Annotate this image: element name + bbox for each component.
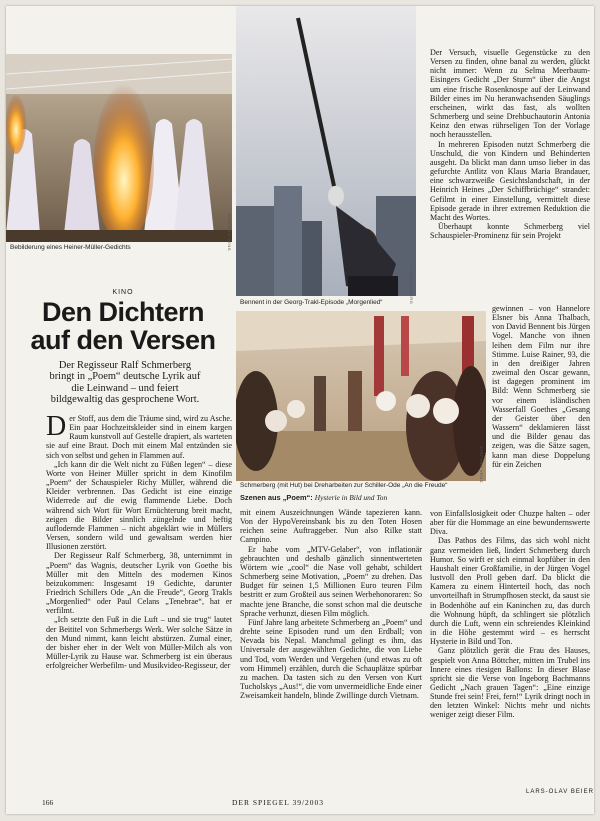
col3-bottom-paragraph-1: von Einfallslosigkeit oder Chuzpe halten – oder aber für die Hommage an eine bewundernswerte Diva. [430,509,590,537]
article-lead: Der Regisseur Ralf Schmerberg bringt in „Poem“ deutsche Lyrik auf die Leinwand – und feiert bildgewaltig das gesprochene Wort. [49,360,201,405]
title-line-2: auf den Versen [30,325,216,355]
photo-caption-procession [240,482,447,490]
procession-image [236,311,486,481]
column-3-bottom [430,509,590,720]
article-title [6,298,240,354]
photo-burning-dresses [6,54,232,242]
col3-paragraph-1: Der Versuch, visuelle Gegenstücke zu den Versen zu finden, ohne banal zu werden, glückt nicht immer: Wenn zu Selma Meerbaum-Eisingers Gedicht „Der Sturm“ über die Angst um eine frische Rosenknospe auf der Leinwand Bilder eines im Nu heranwachsenden Säuglings erscheinen, wirkt das fast, als wollten Schmerberg und seine Drehbuchautorin Antonia Keinz den etwas rührseligen Ton der Vorlage noch herausstellen. [430,48,590,140]
column-3-top [430,48,590,240]
magazine-issue: DER SPIEGEL 39/2003 [232,798,325,807]
col2-paragraph-2: Er habe vom „MTV-Gelaber“, von inflationär gebrauchten und deshalb gänzlich sinnentwerteten Wörtern wie „cool“ die Nase voll gehabt, schildert Schmerberg seine Motivation, „Poem“ zu drehen. Das Budget für seinen 1,5 Millionen Euro teuren Film bestritt er zum Großteil aus seinen Werbehonoraren: So machte jene Branche, die sonst schon mal die deutsche Sprache verhunzt, diesen Film möglich. [240,544,422,618]
column-3-narrow [492,304,590,469]
photo-caption-dresses: Bebilderung eines Heiner-Müller-Gedichts [10,244,131,251]
page-number: 166 [42,798,54,807]
photo-caption-sword: Bennent in der Georg-Trakl-Episode „Morgenlied“ [240,299,383,306]
col3-bottom-paragraph-3: Ganz plötzlich gerät die Frau des Hauses, gespielt von Anna Böttcher, mitten im Trubel ins Innere eines riesigen Ballons: In dieser Blase spricht sie die Verse von Ingeborg Bachmanns Gedicht „Nach grauen Tagen“: „Eine einzige Stunde frei sein! Frei, fern!“ Lyrik dringt noch in den letzten Winkel: Nichts mehr und nichts weniger zeigt dieser Film. [430,646,590,720]
sword-image [236,6,416,296]
article-author: LARS-OLAV BEIER [526,789,594,795]
column-1 [46,411,232,671]
col1-paragraph-3: Der Regisseur Ralf Schmerberg, 38, unternimmt in „Poem“ das Wagnis, deutscher Lyrik von Goethe bis Müller mit den Mitteln des modernen Kinos beizukommen: Insgesamt 19 Gedichte, darunter Friedrich Schillers Ode „An die Freude“, Georg Trakls „Morgenlied“ oder Paul Celans „Tenebrae“, hat er verfilmt. [46,551,232,616]
photo-credit-dresses: STEPHAN VENS [227,214,232,251]
caption-scene-description: Schmerberg (mit Hut) bei Dreharbeiten zur Schiller-Ode „An die Freude“ [240,482,448,489]
col3-paragraph-3: Überhaupt konnte Schmerberg viel Schauspieler-Prominenz für sein Projekt [430,221,590,241]
article-kicker: KINO [112,289,134,296]
column-2 [240,508,422,700]
col1-paragraph-1-text: er Stoff, aus dem die Träume sind, wird zu Asche. Ein paar Hochzeitskleider sind in einem kargen Raum kunstvoll auf Gestelle drapiert, als warteten sie auf eine Braut. Doch mit einem Mal entzünden sie sich von selbst und gehen in Flammen auf. [46,414,232,460]
col3-paragraph-2: In mehreren Episoden nutzt Schmerberg die Unschuld, die von Kindern und Behinderten ausgeht. Da blickt man dann umso lieber in das gefurchte Antlitz von Klaus Maria Brandauer, eine schwarzweiße Gesichtslandschaft, in der Heinrich Heines „Der Schiffbrüchige“ strandet: Gefilmt in einer Einstellung, vermittelt diese Episode gerade in ihrer extremen Reduktion die Macht des Wortes. [430,139,590,222]
col1-paragraph-1 [46,411,232,460]
col2-paragraph-3: Fünf Jahre lang arbeitete Schmerberg an „Poem“ und drehte seine Episoden rund um den Erdball; von Nevada bis Nepal. Manchmal gelingt es ihm, das Universale der ausgewählten Gedichte, die von Liebe und Tod, vom Werden und Vergehen (und etwas zu oft vom Himmel) erzählen, durch die Schauplätze spürbar zu machen. Da tasten sich zu den Versen von Kurt Tucholskys „Aus!“, die vom unvermeidliche Ende einer Zweisamkeit handeln, blinde Zwillinge durch Vietnam. [240,617,422,701]
col1-paragraph-2: „Ich kann dir die Welt nicht zu Füßen legen“ – diese Worte von Heiner Müller spricht in dem Kinofilm „Poem“ der Schauspieler Richy Müller, während die Kleider verbrennen. Das Gedicht ist eine einzige Widerrede auf die ewig flammende Liebe. Doch während sich Wort für Wort Ernüchterung breit macht, zeigen die Bilder sinnlich züngelnde und heftig auflodernde Flammen – nicht abgeklärt wie in Müllers Versen, sondern wild und gewaltsam werden hier Illusionen zerstört. [46,459,232,552]
col3-narrow-paragraph: gewinnen – von Hannelore Elsner bis Anna Thalbach, von David Bennent bis Jürgen Vogel. Manche von ihnen leihen dem Film nur ihre Stimme. Luise Rainer, 93, die in den dreißiger Jahren zweimal den Oscar gewann, ist dagegen prominent im Bild: Wenn Schmerberg sie vor einem isländischen Wasserfall Goethes „Gesang der Geister über den Wassern“ deklamieren lässt und die Bilder genau das zeigen, was die Sätze sagen, kann man diese Doppelung für ein Zeichen [492,304,590,469]
drop-cap: D [46,411,67,442]
magazine-page [6,6,594,814]
photo-credit-procession: STEPHAN VENS [479,446,484,483]
col1-paragraph-4: „Ich setzte den Fuß in die Luft – und sie trug“ lautet der Beititel von Schmerbergs Werk. Wer solche Sätze in den Mund nimmt, kann leicht abstürzen. Zumal einer, der bisher eher in der Welt von Müller-Milch als von Müller-Lyrik zu Hause war. Schmerberg ist ein überaus erfolgreicher Werbefilm- und Musikvideo-Regisseur, der [46,615,232,671]
caption-scenes-italic: Hysterie in Bild und Ton [314,493,388,502]
title-line-1: Den Dichtern [41,297,205,327]
caption-scenes-bold: Szenen aus „Poem“: [240,493,313,502]
photo-sword [236,6,416,296]
burning-dresses-image [6,54,232,242]
col2-paragraph-1: mit einem Auszeichnungen Wände tapezieren kann. Von der HypoVereinsbank bis zu den Toten Hosen reichen seine Auftraggeber. Nun also Rilke statt Campino. [240,508,422,545]
col3-bottom-paragraph-2: Das Pathos des Films, das sich wohl nicht ganz vermeiden ließ, lindert Schmerberg durch Humor. So wirft er sich einmal kopfüber in den Haushalt einer Großfamilie, in der Jürgen Vogel lustvoll den Proll geben darf. Da blickt die Kamera zu einem Hinterteil hoch, das noch unvorteilhaft in Strumpfhosen steckt, da saust sie in Bodenhöhe auf ein Kaninchen zu, das durch die Wohnung hüpft, da schlingert sie plötzlich durch die Luft, wenn ein schreiendes Kleinkind in die Höhe gestemmt wird – es herrscht Hysterie in Bild und Ton. [430,536,590,647]
photo-credit-sword: U. SCHMERBERG [409,264,414,305]
photo-procession [236,311,486,481]
photo-caption-scenes [240,494,387,502]
